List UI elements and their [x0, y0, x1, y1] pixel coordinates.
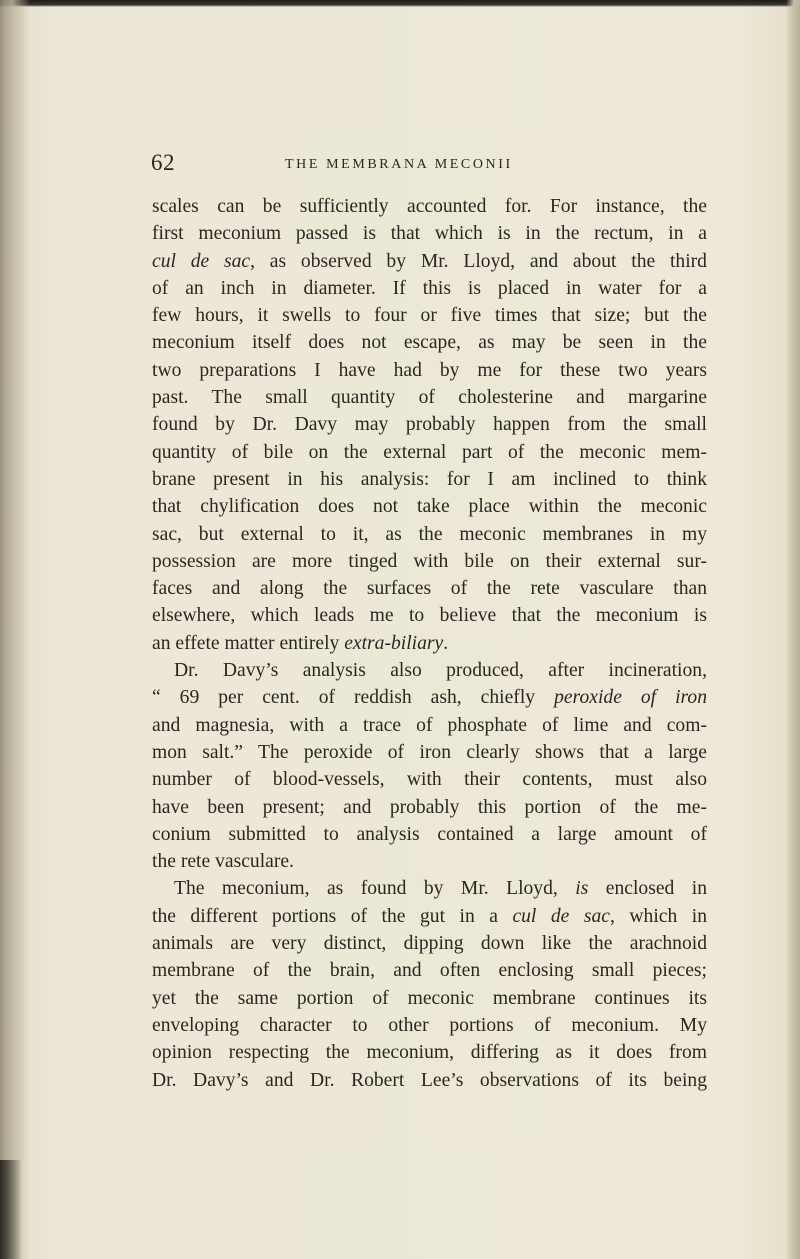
running-title: THE MEMBRANA MECONII — [285, 157, 513, 172]
italic-phrase: extra-biliary — [344, 632, 444, 654]
text-line: and magnesia, with a trace of phosphate of lime and com- — [152, 714, 707, 736]
italic-phrase: peroxide of iron — [554, 687, 708, 709]
text-line: animals are very distinct, dipping down like the arachnoid — [152, 933, 707, 955]
body-text — [152, 193, 707, 1094]
text-line: possession are more tinged with bile on their external sur- — [152, 550, 707, 572]
text-line: yet the same portion of meconic membrane continues its — [152, 987, 707, 1009]
text-line: two preparations I have had by me for these two years — [152, 359, 707, 381]
text-line: the rete vasculare. — [152, 851, 294, 873]
italic-phrase: cul de sac — [512, 905, 610, 927]
italic-phrase: cul de sac — [152, 250, 251, 272]
text-line: an effete matter entirely extra-biliary. — [152, 632, 449, 654]
text-line: cul de sac, as observed by Mr. Lloyd, and about the third — [152, 250, 707, 272]
italic-phrase: is — [575, 878, 589, 900]
text-line: first meconium passed is that which is in the rectum, in a — [152, 223, 707, 245]
page-number: 62 — [151, 150, 175, 175]
text-line: the different portions of the gut in a cul de sac, which in — [152, 905, 707, 927]
text-line: enveloping character to other portions of meconium. My — [152, 1014, 707, 1036]
page-edge — [786, 0, 800, 1259]
text-line: Dr. Davy’s and Dr. Robert Lee’s observations of its being — [152, 1069, 707, 1091]
text-line: quantity of bile on the external part of the meconic mem- — [152, 441, 707, 463]
text-line: sac, but external to it, as the meconic membranes in my — [152, 523, 707, 545]
text-line: membrane of the brain, and often enclosing small pieces; — [152, 960, 707, 982]
top-edge-shadow — [0, 0, 800, 7]
text-line: The meconium, as found by Mr. Lloyd, is enclosed in — [174, 878, 707, 900]
text-line: number of blood-vessels, with their contents, must also — [152, 769, 707, 791]
text-line: brane present in his analysis: for I am inclined to think — [152, 468, 707, 490]
text-line: that chylification does not take place within the meconic — [152, 496, 707, 518]
text-line: past. The small quantity of cholesterine and margarine — [152, 387, 707, 409]
text-line: opinion respecting the meconium, differing as it does from — [152, 1042, 707, 1064]
text-line: “ 69 per cent. of reddish ash, chiefly peroxide of iron — [152, 687, 708, 709]
text-line: scales can be sufficiently accounted for. For instance, the — [152, 196, 707, 217]
text-line: Dr. Davy’s analysis also produced, after incineration, — [174, 660, 707, 682]
text-line: faces and along the surfaces of the rete vasculare than — [152, 578, 707, 600]
text-line: few hours, it swells to four or five times that size; but the — [152, 305, 707, 327]
text-line: elsewhere, which leads me to believe that the meconium is — [152, 605, 707, 627]
text-line: conium submitted to analysis contained a large amount of — [152, 823, 707, 845]
text-line: mon salt.” The peroxide of iron clearly shows that a large — [152, 741, 707, 763]
binding-spine-shadow — [0, 1160, 22, 1259]
text-line: found by Dr. Davy may probably happen from the small — [152, 414, 707, 436]
text-line: of an inch in diameter. If this is placed in water for a — [152, 277, 707, 299]
text-line: have been present; and probably this portion of the me- — [152, 796, 707, 818]
text-line: meconium itself does not escape, as may be seen in the — [152, 332, 707, 354]
binding-edge — [0, 0, 30, 1259]
